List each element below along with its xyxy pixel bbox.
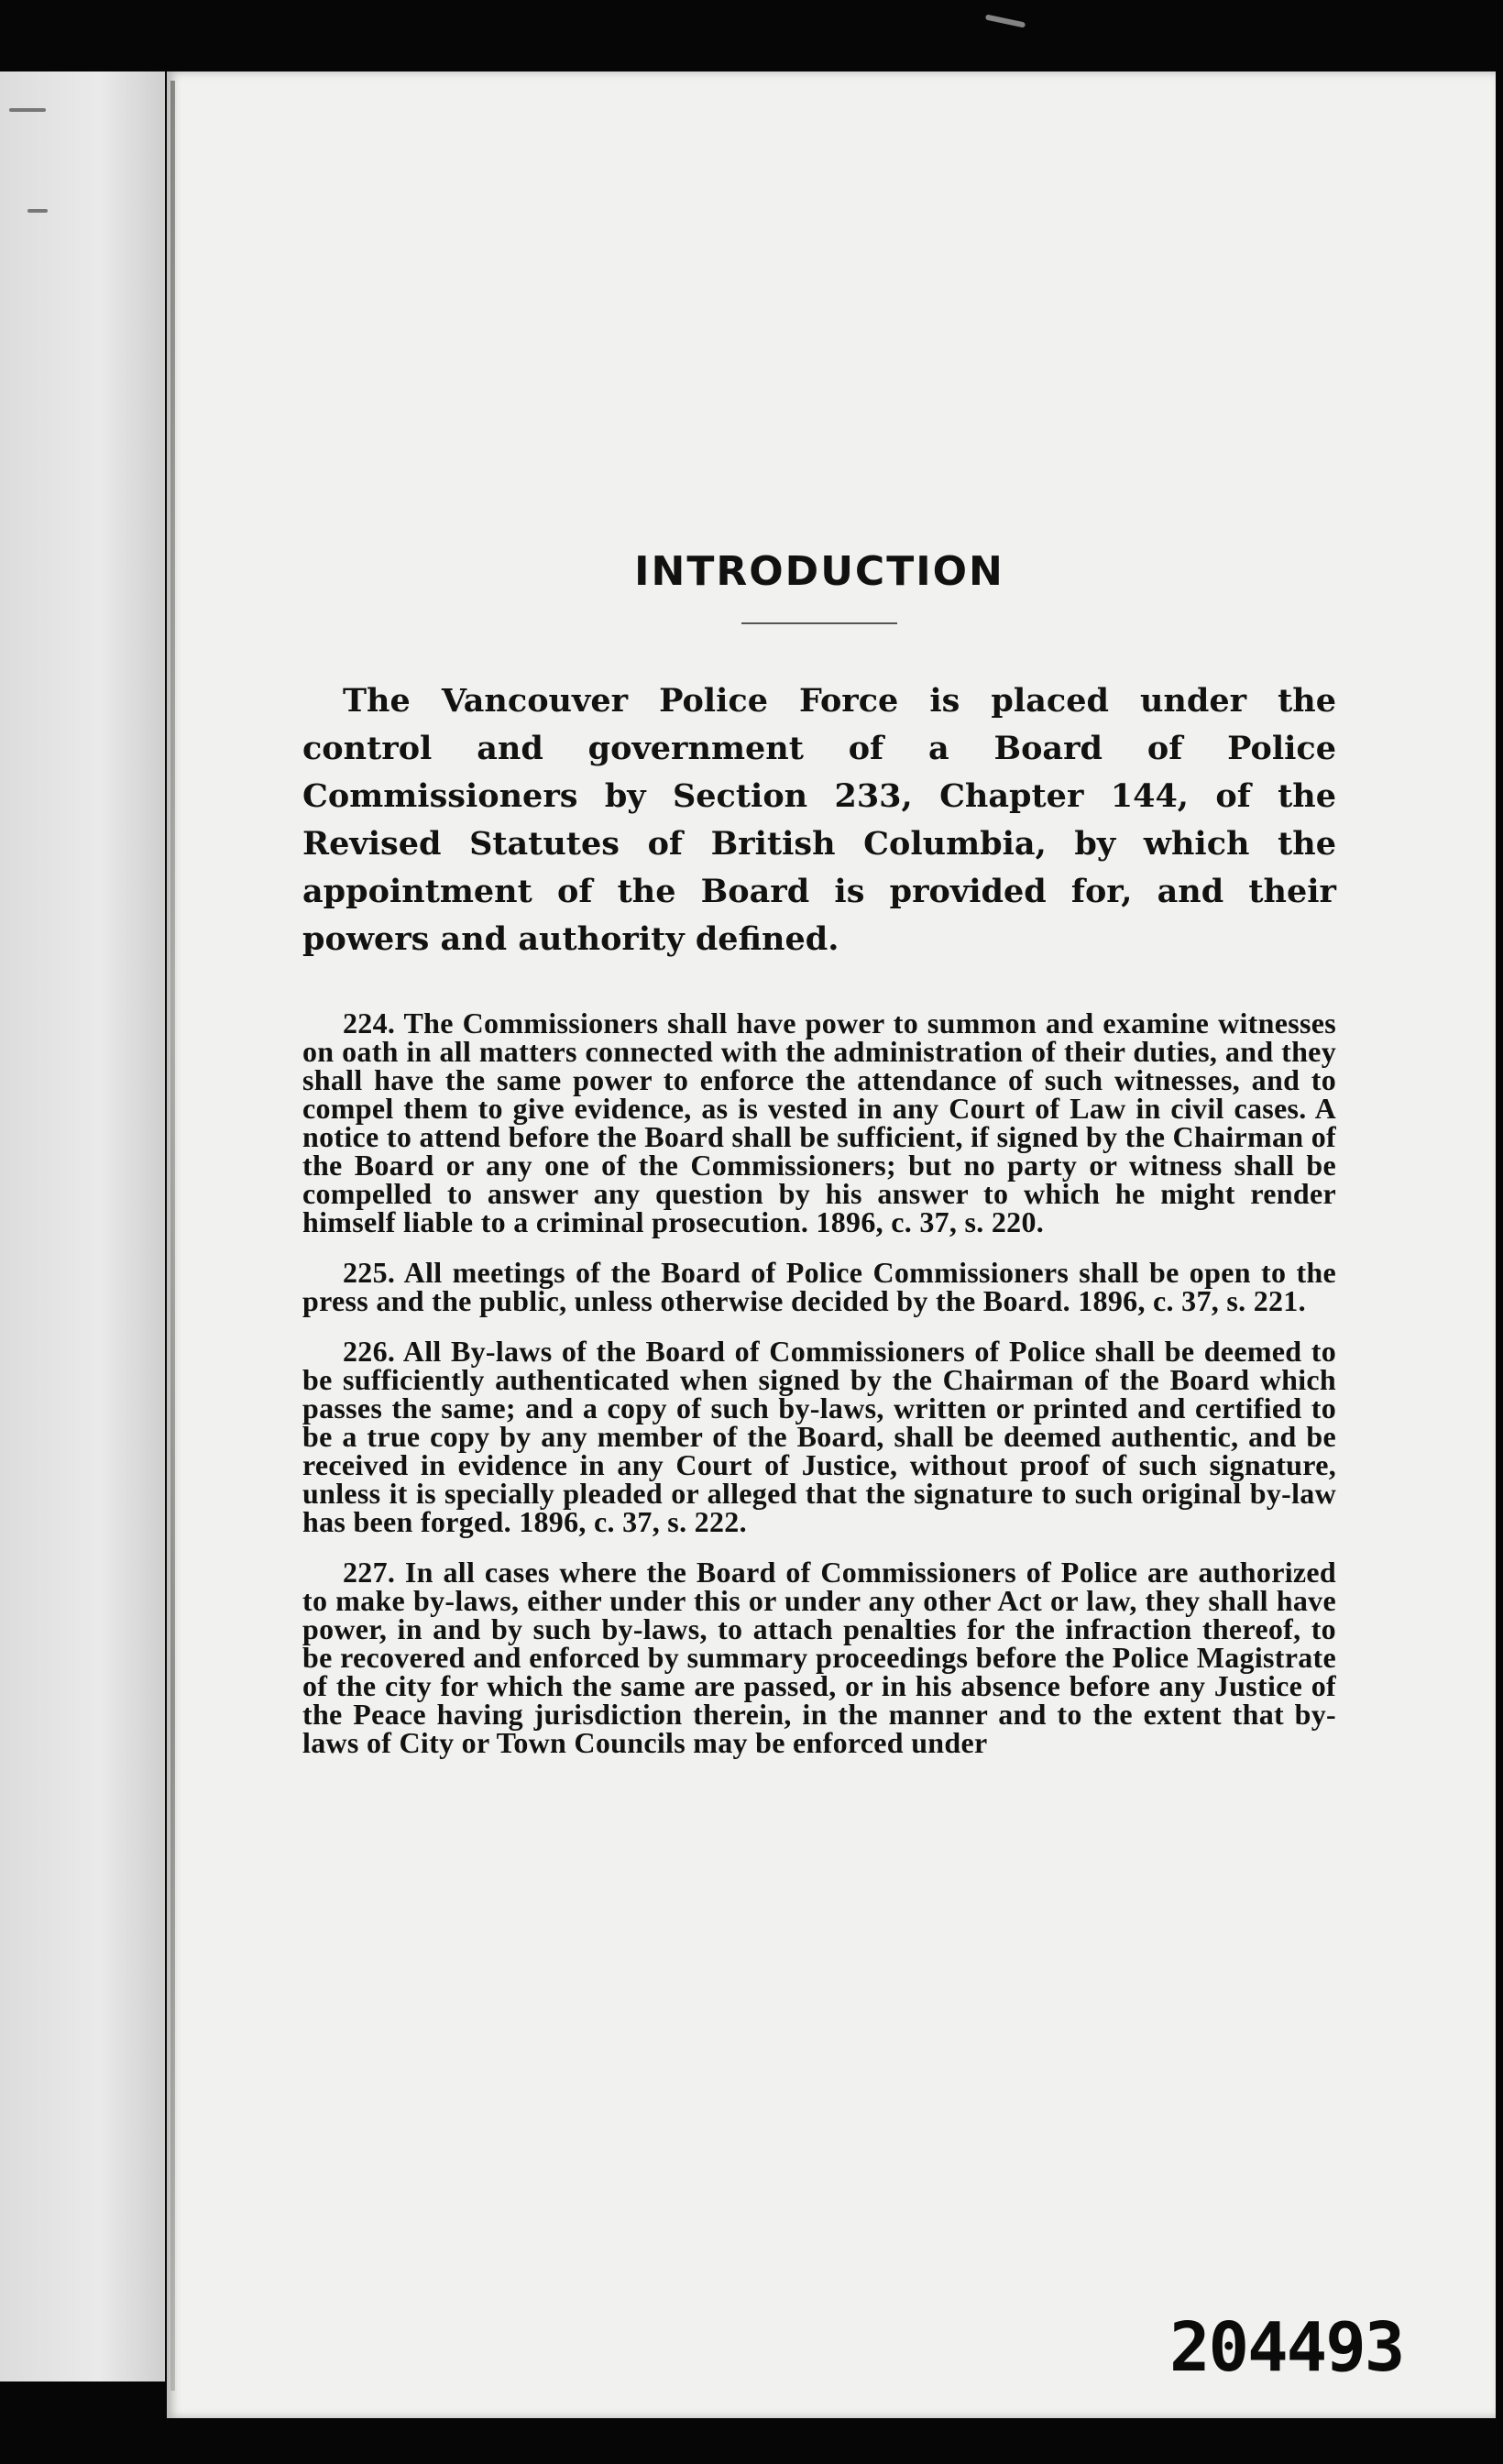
document-page [167,72,1496,2418]
facing-page-mark [9,108,46,112]
stamped-number: 204493 [1169,2308,1404,2387]
page-gutter [170,81,175,2391]
scan-smudge [985,14,1026,28]
page-content [302,548,1336,1779]
section-224: 224. The Commissioners shall have power to summon and examine witnesses on oath in all matters connected with the administration of their duties, and they shall have the same power to enforce the attendance of such witnesses, and to compel them to give evidence, as is vested in any Court of Law in civil cases. A notice to attend before the Board shall be sufficient, if signed by the Chairman of the Board or any one of the Commissioners; but no party or witness shall be compelled to answer any question by his answer to which he might render himself liable to a criminal prosecution. 1896, c. 37, s. 220. [302,1006,1336,1238]
section-227: 227. In all cases where the Board of Commissioners of Police are authorized to make by-laws, either under this or under any other Act or law, they shall have power, in and by such by-laws, to attach penalties for the infraction thereof, to be recovered and enforced by summary proceedings before the Police Magistrate of the city for which the same are passed, or in his absence before any Justice of the Peace having jurisdiction therein, in the manner and to the extent that by-laws of City or Town Councils may be enforced under [302,1556,1336,1759]
facing-page-edge [0,72,165,2382]
page-heading: INTRODUCTION [634,548,1004,595]
intro-paragraph: The Vancouver Police Force is placed under the control and government of a Board of Police Commissioners by Section 233, Chapter 144, of the Revised Statutes of British Columbia, by which the appointment of the Board is provided for, and their powers and authority defined. [302,682,1336,958]
section-225: 225. All meetings of the Board of Police Commissioners shall be open to the press and the public, unless otherwise decided by the Board. 1896, c. 37, s. 221. [302,1256,1336,1317]
heading-rule [741,622,897,624]
facing-page-mark [27,209,48,213]
section-226: 226. All By-laws of the Board of Commissioners of Police shall be deemed to be sufficiently authenticated when signed by the Chairman of the Board which passes the same; and a copy of such by-laws, written or printed and certified to be a true copy by any member of the Board, shall be deemed authentic, and be received in evidence in any Court of Justice, without proof of such signature, unless it is specially pleaded or alleged that the signature to such original by-law has been forged. 1896, c. 37, s. 222. [302,1335,1336,1538]
